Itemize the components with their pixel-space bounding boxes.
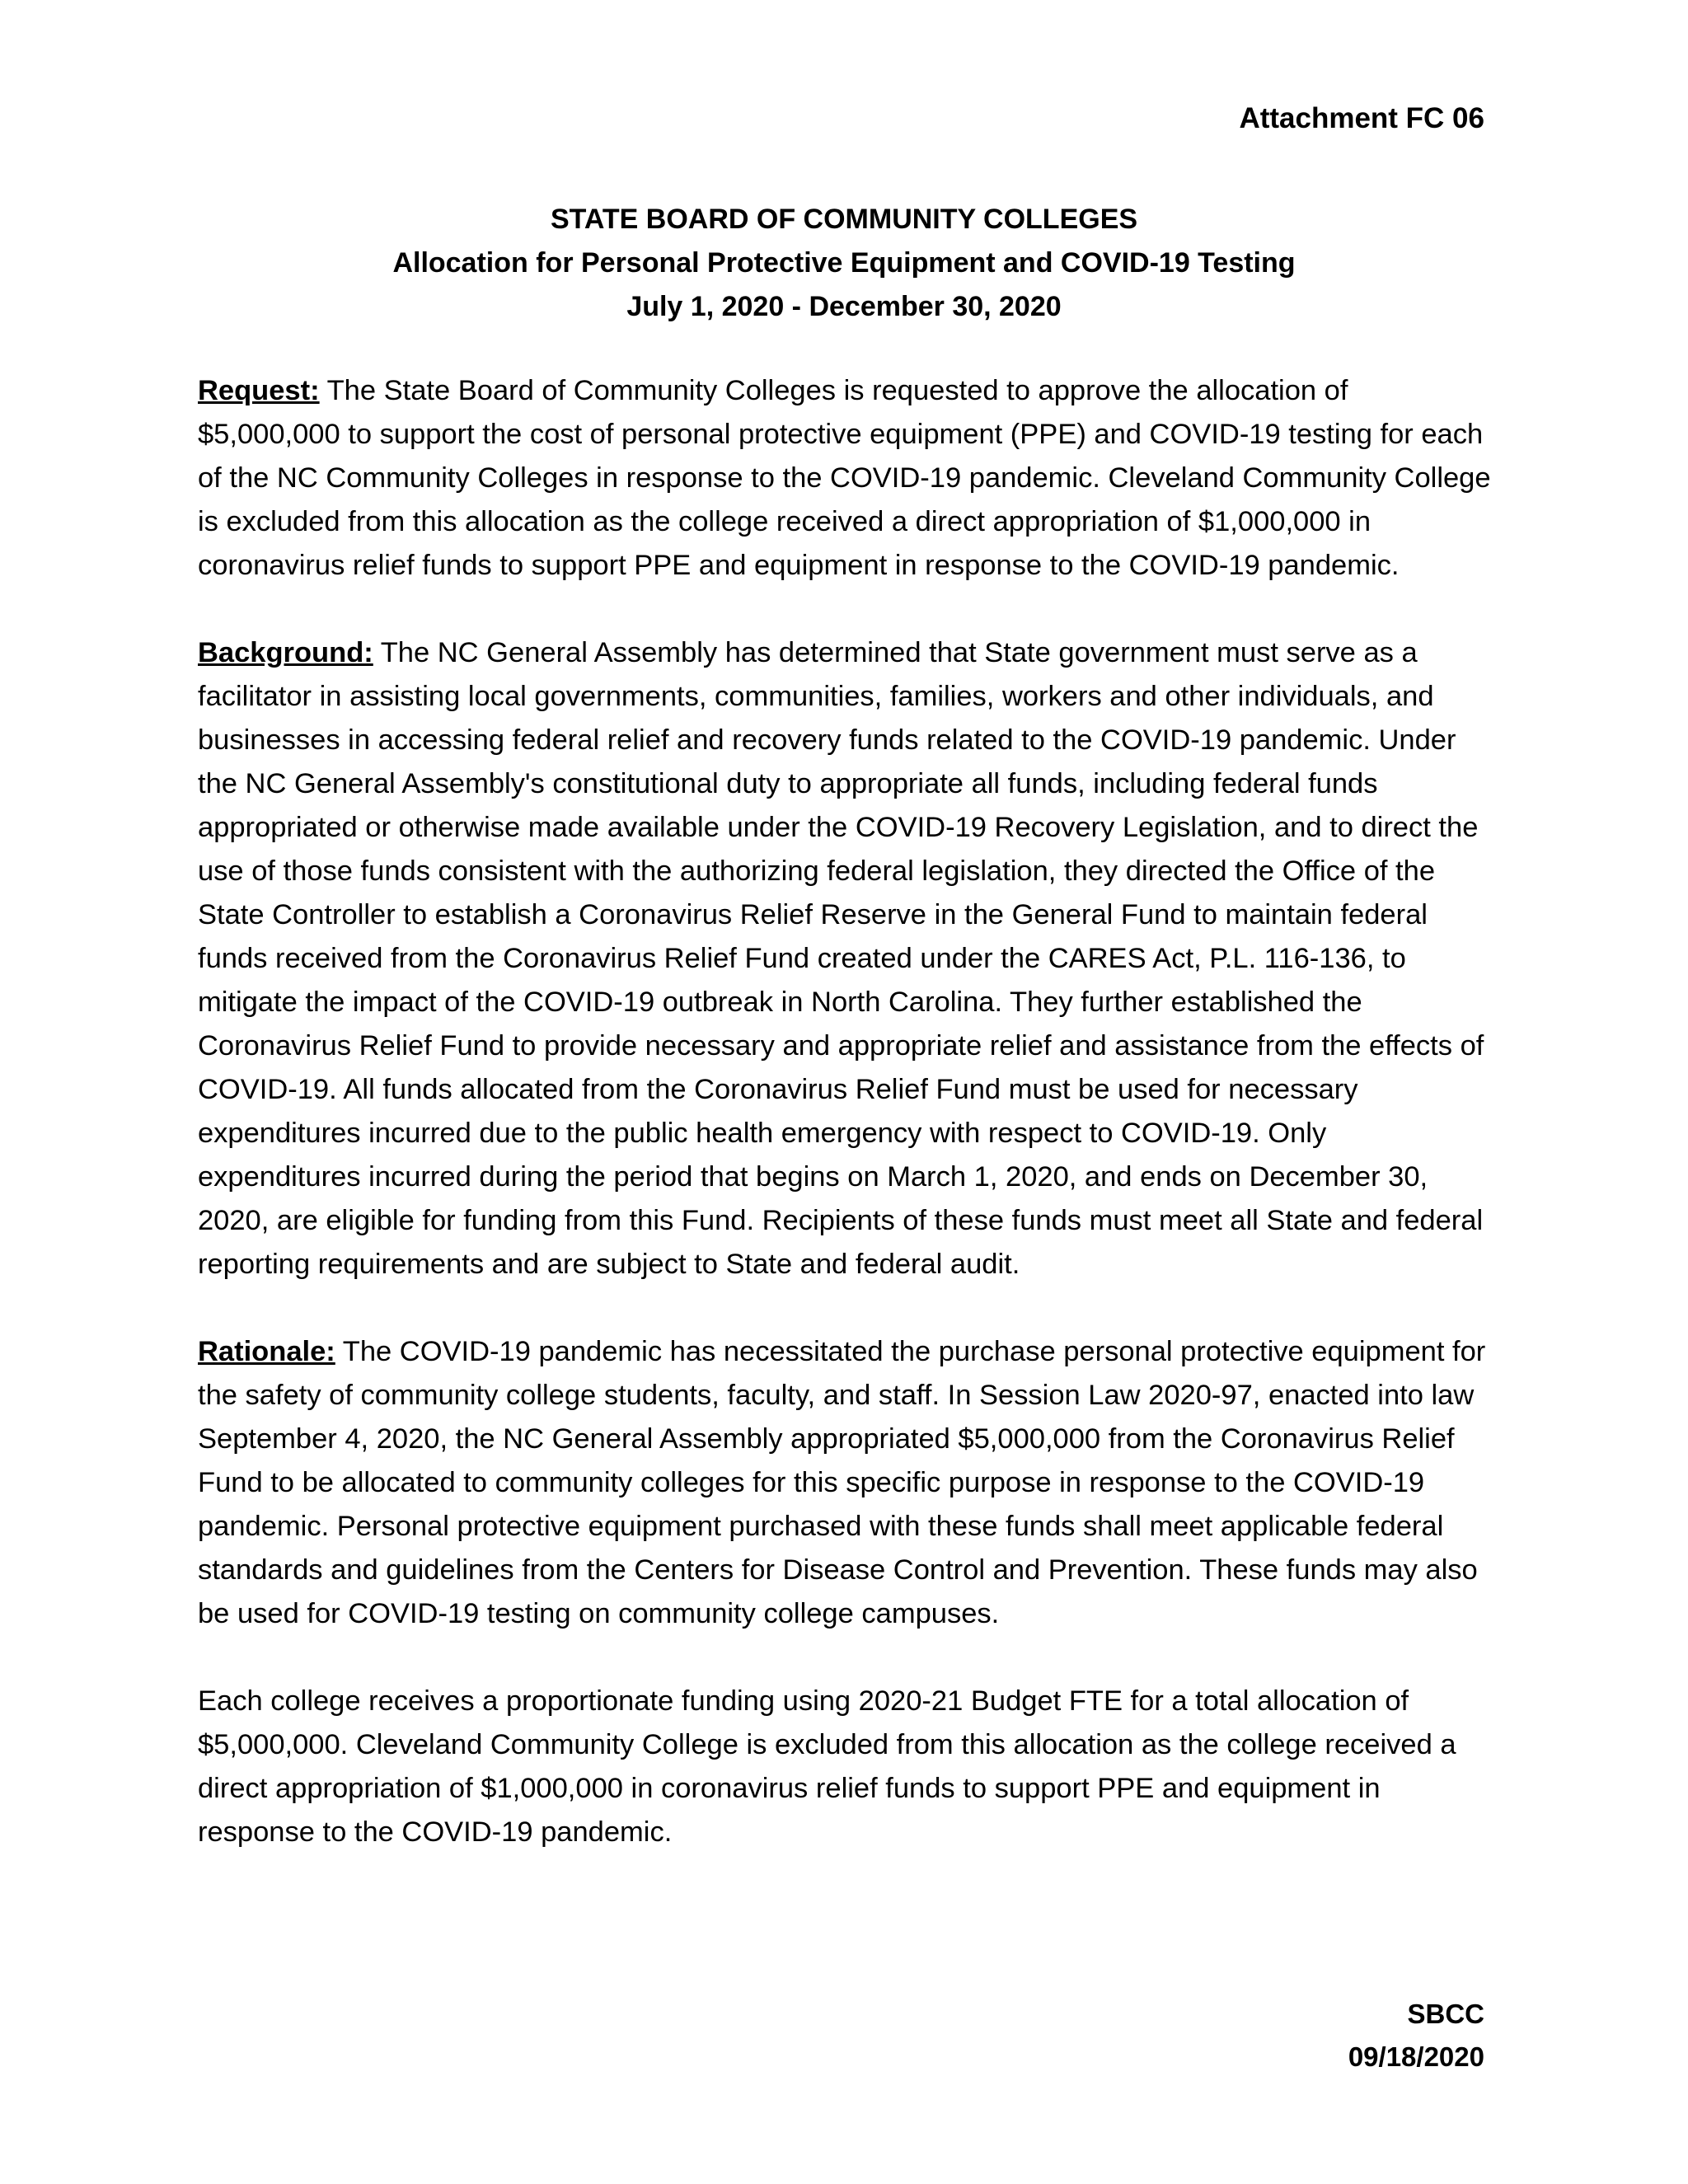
request-text: The State Board of Community Colleges is requested to approve the allocation of $5,000,000 to support the cost of personal protective equipment (PPE) and COVID-19 testing for each of the NC Community Colleges in response to the COVID-19 pandemic. Cleveland Community College is excluded from this allocation as the college received a direct appropriation of $1,000,000 in coronavirus relief funds to support PPE and equipment in response to the COVID-19 pandemic. — [198, 375, 1491, 581]
rationale-text: The COVID-19 pandemic has necessitated the purchase personal protective equipment for the safety of community college students, faculty, and staff. In Session Law 2020-97, enacted into law September 4, 2020, the NC General Assembly appropriated $5,000,000 from the Coronavirus Relief Fund to be allocated to community colleges for this specific purpose in response to the COVID-19 pandemic. Personal protective equipment purchased with these funds shall meet applicable federal standards and guidelines from the Centers for Disease Control and Prevention. These funds may also be used for COVID-19 testing on community college campuses. — [198, 1336, 1486, 1629]
title-line-subject: Allocation for Personal Protective Equipment and COVID-19 Testing — [392, 247, 1296, 279]
allocation-paragraph — [198, 1680, 1496, 1854]
background-text: The NC General Assembly has determined that State government must serve as a facilitator in assisting local governments, communities, families, workers and other individuals, and businesses in accessing federal relief and recovery funds related to the COVID-19 pandemic. Under the NC General Assembly's constitutional duty to appropriate all funds, including federal funds appropriated or otherwise made available under the COVID-19 Recovery Legislation, and to direct the use of those funds consistent with the authorizing federal legislation, they directed the Office of the State Controller to establish a Coronavirus Relief Reserve in the General Fund to maintain federal funds received from the Coronavirus Relief Fund created under the CARES Act, P.L. 116-136, to mitigate the impact of the COVID-19 outbreak in North Carolina. They further established the Coronavirus Relief Fund to provide necessary and appropriate relief and assistance from the effects of COVID-19. All funds allocated from the Coronavirus Relief Fund must be used for necessary expenditures incurred due to the public health emergency with respect to COVID-19. Only expenditures incurred during the period that begins on March 1, 2020, and ends on December 30, 2020, are eligible for funding from this Fund. Recipients of these funds must meet all State and federal reporting requirements and are subject to State and federal audit. — [198, 637, 1484, 1280]
footer-org: SBCC — [1407, 1999, 1484, 2029]
title-line-period: July 1, 2020 - December 30, 2020 — [626, 291, 1062, 322]
rationale-paragraph — [198, 1330, 1496, 1636]
document-footer — [1348, 1993, 1484, 2079]
background-paragraph — [198, 631, 1496, 1286]
request-paragraph — [198, 369, 1496, 588]
document-body — [198, 369, 1496, 1898]
footer-date: 09/18/2020 — [1348, 2041, 1484, 2072]
document-title — [0, 198, 1688, 329]
request-label: Request: — [198, 375, 320, 406]
allocation-text: Each college receives a proportionate funding using 2020-21 Budget FTE for a total allocation of $5,000,000. Cleveland Community College is excluded from this allocation as the college received a direct appropriation of $1,000,000 in coronavirus relief funds to support PPE and equipment in response to the COVID-19 pandemic. — [198, 1685, 1456, 1848]
background-label: Background: — [198, 637, 373, 668]
title-line-org: STATE BOARD OF COMMUNITY COLLEGES — [550, 204, 1138, 235]
attachment-label: Attachment FC 06 — [1239, 102, 1484, 134]
rationale-label: Rationale: — [198, 1336, 335, 1367]
